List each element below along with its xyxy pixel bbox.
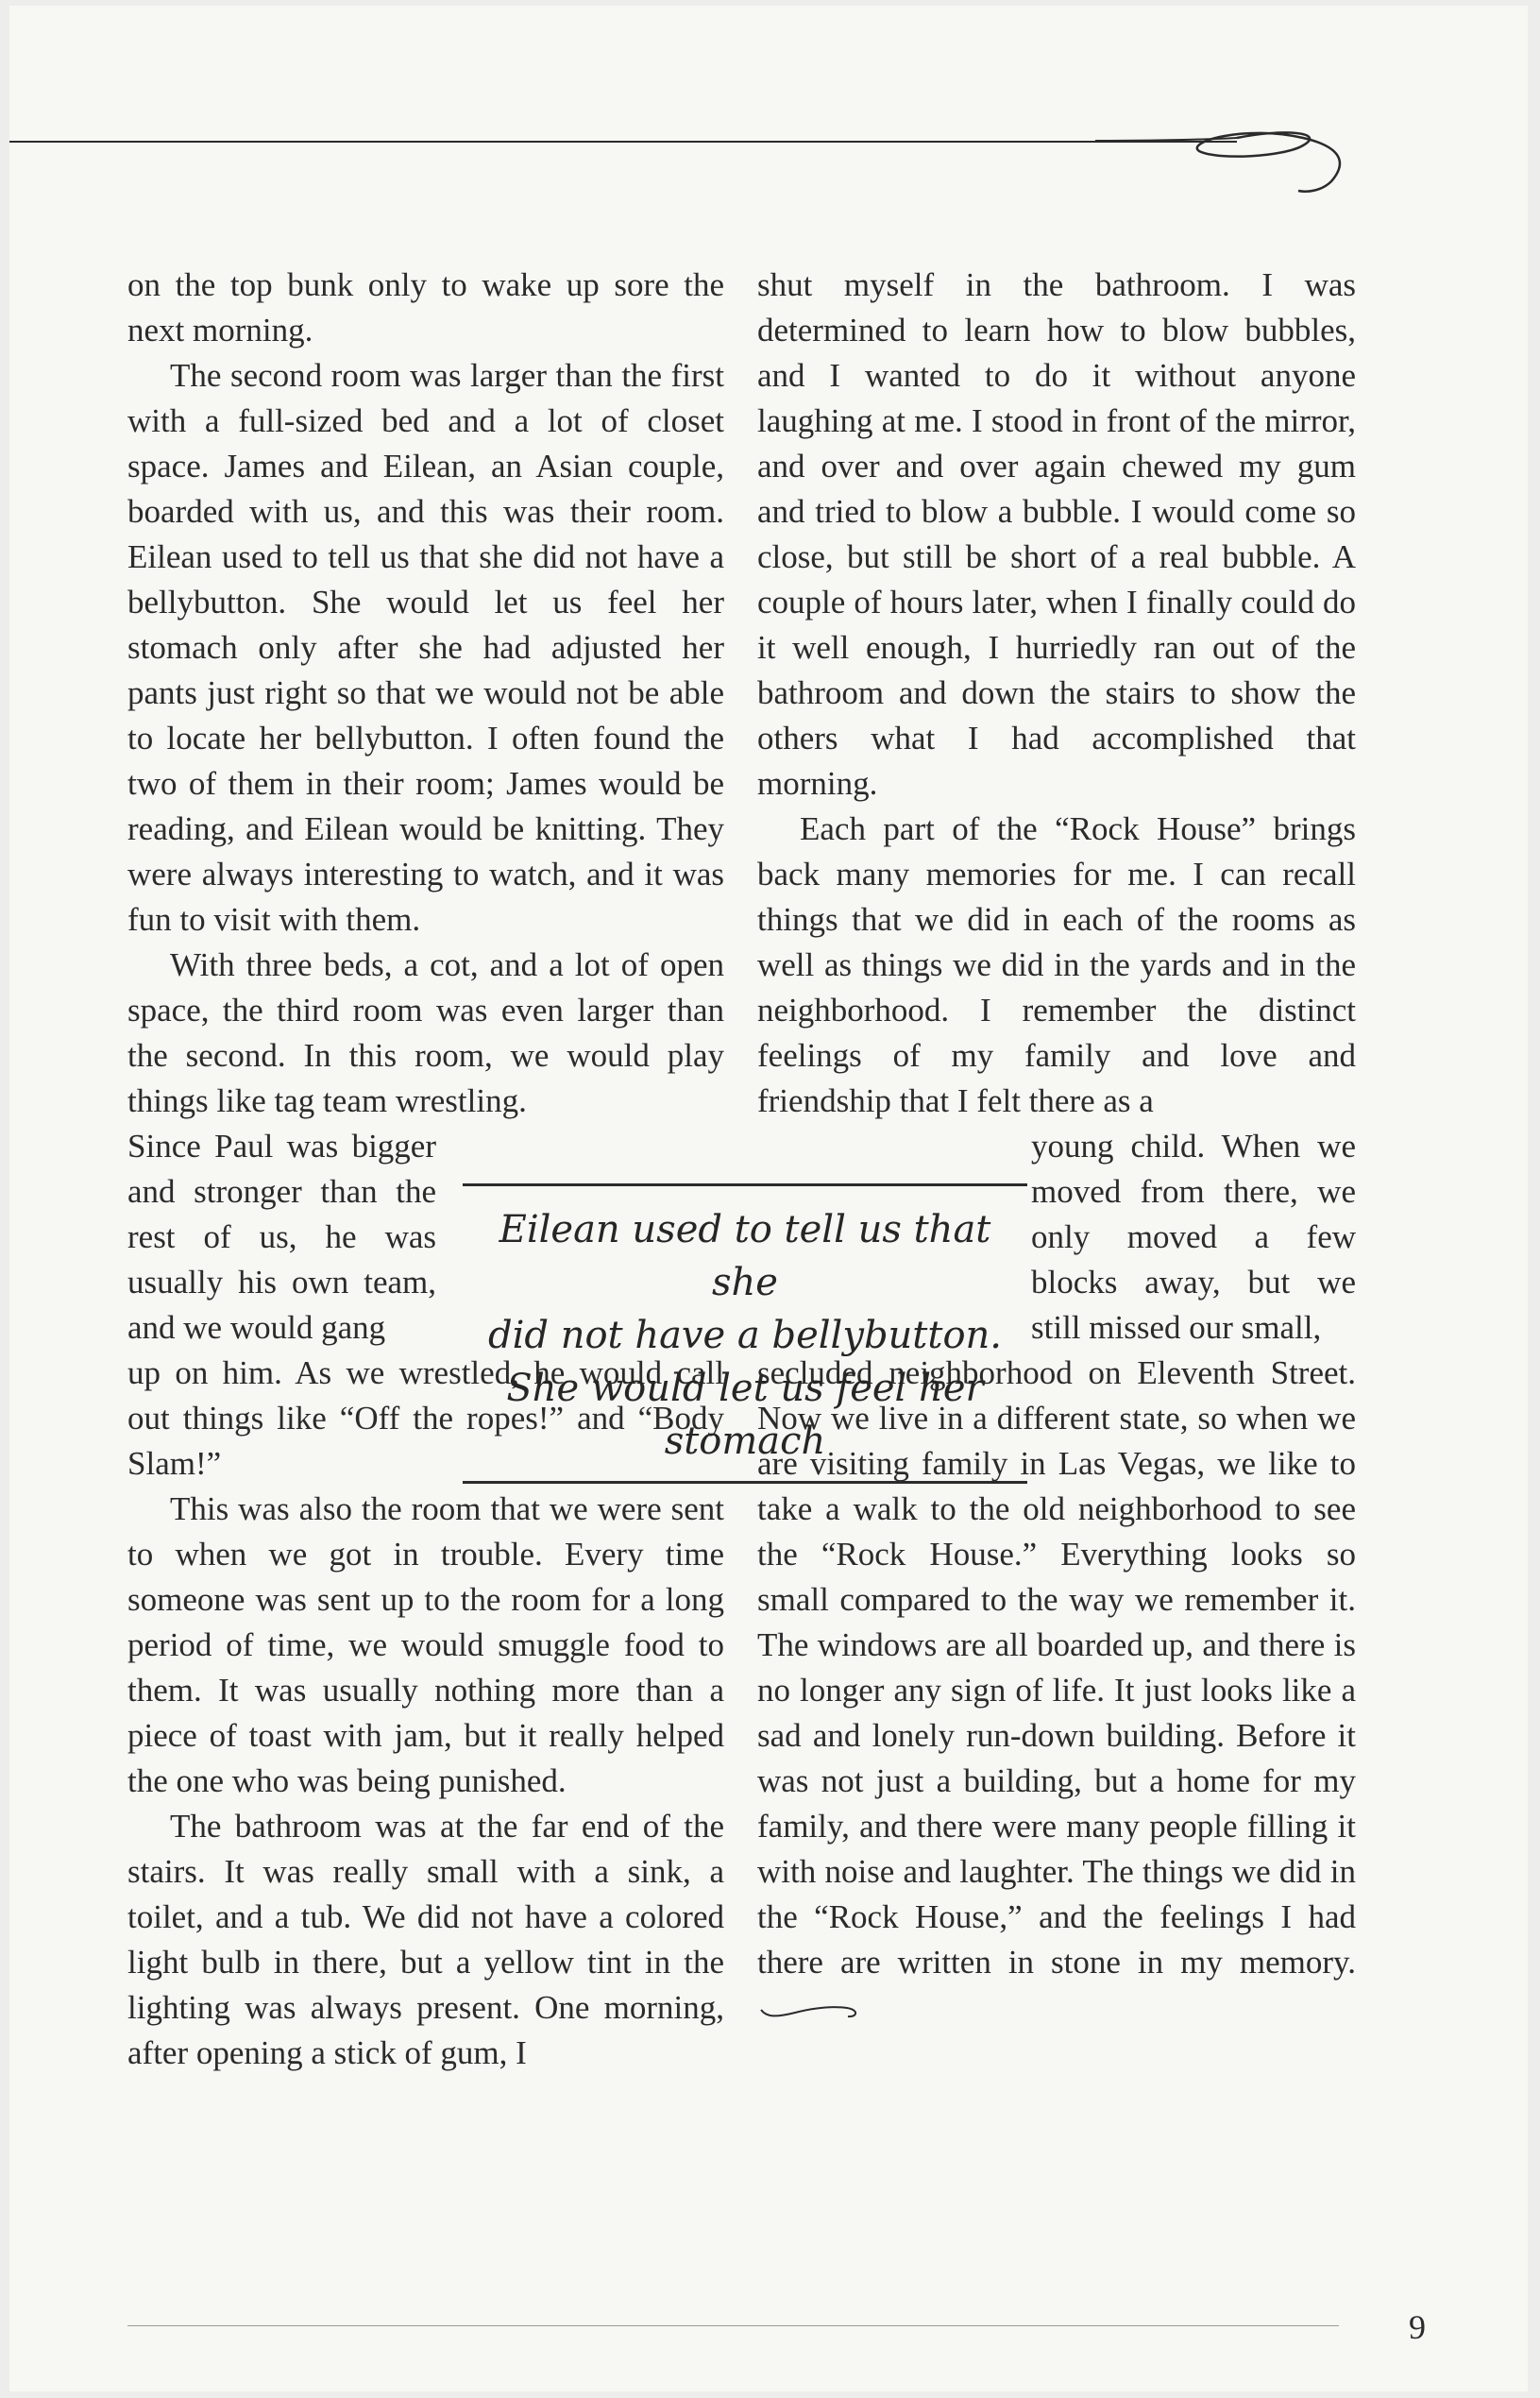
paragraph: With three beds, a cot, and a lot of open space, the third room was even larger than the second. In this room, we would play things like tag team wrestling. [127, 946, 724, 1119]
end-of-story-swash-icon [757, 1998, 861, 2023]
pull-quote-line: She would let us feel her stomach [506, 1367, 984, 1463]
paragraph: shut myself in the bathroom. I was determined to learn how to blow bubbles, and I wanted to do it without anyone laughing at me. I stood in front of the mirror, and over and over again chewed my gum and tried to blow a bubble. I would come so close, but still be short of a real bubble. A couple of hours later, when I finally could do it well enough, I hurriedly ran out of the bathroom and down the stairs to show the others what I had accomplished that morning. [757, 266, 1356, 802]
header-rule [9, 141, 1237, 143]
page-number: 9 [1409, 2308, 1426, 2346]
pull-quote [463, 1183, 1027, 1484]
paragraph-final-text: secluded neighborhood on Eleventh Street. Now we live in a different state, so when we are visiting family in Las Vegas, we like to take a walk to the old neighborhood to see the “Rock House.” Everything looks so small compared to the way we remember it. The windows are all boarded up, and there is no longer any sign of life. It just looks like a sad and lonely run-down building. Before it was not just a building, but a home for my family, and there were many people filling it with noise and laughter. The things we did in the “Rock House,” and the feelings I had there are written in stone in my memory. [757, 1354, 1356, 1981]
paragraph-wrapped-segment: Since Paul was bigger and stronger than the rest of us, he was usually his own team, and we would gang [127, 1128, 436, 1346]
swash-ornament-icon [1095, 117, 1369, 212]
pull-quote-line: did not have a bellybutton. [487, 1314, 1003, 1357]
paragraph-wrapped-segment: young child. When we moved from there, we only moved a few blocks away, but we still missed our small, [1031, 1128, 1356, 1346]
paragraph: This was also the room that we were sent to when we got in trouble. Every time someone was sent up to the room for a long period of time, we would smuggle food to them. It was usually nothing more than a piece of toast with jam, but it really helped the one who was being punished. [127, 1490, 724, 1799]
paragraph: The second room was larger than the first with a full-sized bed and a lot of closet space. James and Eilean, an Asian couple, boarded with us, and this was their room. Eilean used to tell us that she did not have a bellybutton. She would let us feel her stomach only after she had adjusted her pants just right so that we would not be able to locate her bellybutton. I often found the two of them in their room; James would be reading, and Eilean would be knitting. They were always interesting to watch, and it was fun to visit with them. [127, 357, 724, 938]
left-column [127, 263, 724, 2076]
footer-rule [127, 2325, 1339, 2326]
document-page [9, 6, 1528, 2391]
pull-quote-line: Eilean used to tell us that she [499, 1208, 991, 1304]
paragraph: Each part of the “Rock House” brings back many memories for me. I can recall things that we did in each of the rooms as well as things we did in the yards and in the neighborhood. I remember the distinct feelings of my family and love and friendship that I felt there as a [757, 810, 1356, 1119]
right-column [757, 263, 1356, 2031]
paragraph-continuation: up on him. As we wrestled, he would call out things like “Off the ropes!” and “Body Slam!” [127, 1354, 724, 1482]
paragraph: on the top bunk only to wake up sore the next morning. [127, 266, 724, 349]
paragraph: The bathroom was at the far end of the stairs. It was really small with a sink, a toilet, and a tub. We did not have a colored light bulb in there, but a yellow tint in the lighting was always present. One morning, after opening a stick of gum, I [127, 1808, 724, 2071]
